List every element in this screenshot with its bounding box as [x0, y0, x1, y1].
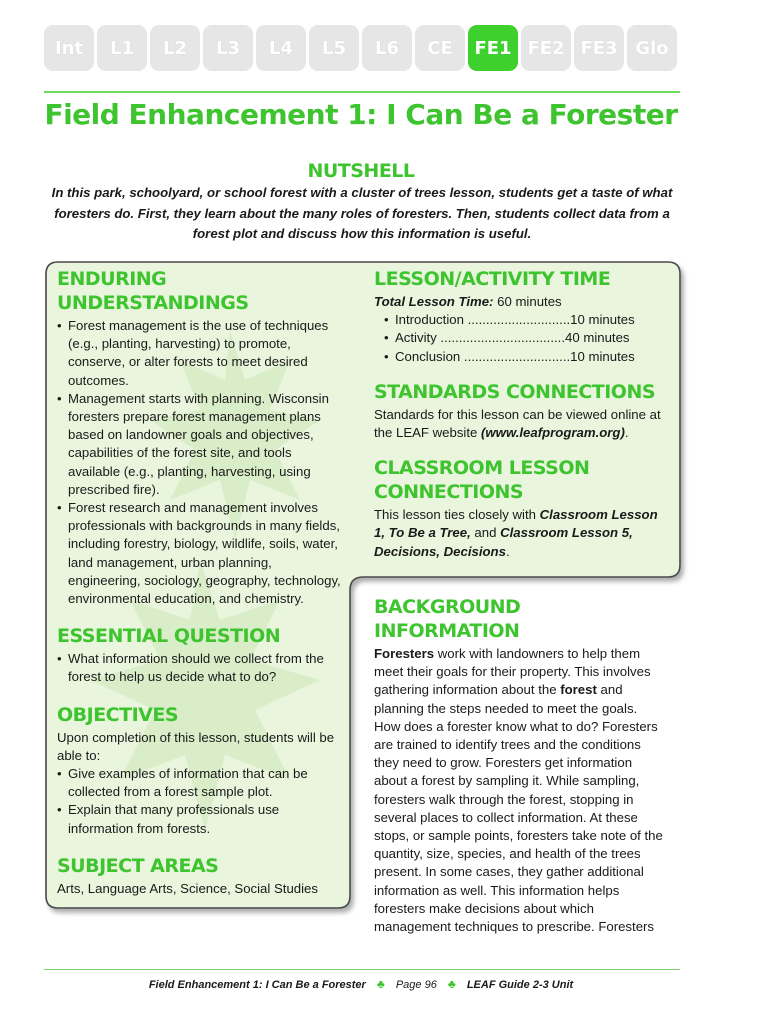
classroom-lesson-1: Classroom Lesson 1, To Be a Tree,: [374, 507, 658, 541]
subject-areas-heading: SUBJECT AREAS: [57, 854, 219, 877]
list-item: • Explain that many professionals use information from forests.: [57, 801, 347, 837]
tab-glo[interactable]: Glo: [627, 25, 677, 71]
tab-l2[interactable]: L2: [150, 25, 200, 71]
leaf-icon: ♣: [376, 977, 385, 991]
nutshell-text: In this park, schoolyard, or school forest with a cluster of trees lesson, students get a taste of what foresters do. First, they learn about the many roles of foresters. Then, students collect data from a forest plot and discuss how this information is useful.: [51, 185, 673, 241]
standards-text-body: Standards for this lesson can be viewed online at the LEAF website: [374, 406, 661, 441]
objectives-list: [57, 765, 347, 838]
left-column: [57, 267, 347, 898]
list-item: • Activity ..................................40 minutes: [384, 329, 666, 347]
enduring-understandings-heading: ENDURING UNDERSTANDINGS: [57, 268, 249, 314]
tab-l4[interactable]: L4: [256, 25, 306, 71]
footer-lesson-title: Field Enhancement 1: I Can Be a Forester: [148, 979, 366, 991]
list-item: • Give examples of information that can be collected from a forest sample plot.: [57, 765, 347, 801]
essential-question-heading: ESSENTIAL QUESTION: [57, 625, 281, 648]
list-item: • Conclusion .............................10 minutes: [384, 348, 666, 366]
tab-l6[interactable]: L6: [362, 25, 412, 71]
leaf-website-link[interactable]: (www.leafprogram.org): [481, 425, 625, 441]
tab-int[interactable]: Int: [44, 25, 94, 71]
background-information-text: [374, 645, 666, 936]
tab-fe1[interactable]: FE1: [468, 25, 518, 71]
objectives-intro: Upon completion of this lesson, students will be able to:: [57, 729, 335, 763]
classroom-text-end: .: [505, 543, 510, 559]
background-information-section: [374, 595, 666, 936]
enduring-understandings-list: [57, 317, 347, 608]
objectives-heading: OBJECTIVES: [57, 703, 179, 726]
classroom-lesson-5: Classroom Lesson 5, Decisions, Decisions: [374, 525, 633, 559]
total-lesson-time-label: Total Lesson Time:: [374, 294, 494, 309]
background-text-2: and planning the steps needed to meet the goals. How does a forester know what to do? Foresters are trained to identify trees and the conditions they need to grow. Foresters get information about a forest by sampling it. While sampling, foresters walk through the forest, stopping in several places to collect information. At these stops, or sample points, foresters take note of the quantity, size, species, and health of the trees present. In some cases, they gather additional information as well. This information helps foresters make decisions about which management techniques to prescribe. Foresters: [374, 682, 663, 935]
footer-divider: [44, 969, 680, 970]
classroom-connections-heading: [374, 456, 666, 504]
standards-heading: STANDARDS CONNECTIONS: [374, 380, 656, 403]
essential-question-list: [57, 650, 347, 686]
term-foresters: Foresters: [374, 646, 435, 661]
list-item: • Forest management is the use of techniques (e.g., planting, harvesting) to promote, conserve, or alter forests to meet desired outcomes.: [57, 317, 347, 390]
right-column: [374, 267, 666, 561]
tab-l5[interactable]: L5: [309, 25, 359, 71]
page-footer: [0, 977, 722, 991]
term-forest: forest: [560, 682, 597, 698]
list-item: • What information should we collect from the forest to help us decide what to do?: [57, 650, 347, 686]
nutshell-heading: NUTSHELL: [307, 160, 415, 182]
tab-fe2[interactable]: FE2: [521, 25, 571, 71]
lesson-time-heading: LESSON/ACTIVITY TIME: [374, 268, 611, 290]
lesson-time-list: [374, 311, 666, 366]
classroom-text-2: and: [470, 525, 501, 541]
page-title: Field Enhancement 1: I Can Be a Forester: [44, 98, 678, 131]
leaf-icon: ♣: [447, 977, 456, 991]
tab-fe3[interactable]: FE3: [574, 25, 624, 71]
classroom-text-1: This lesson ties closely with: [374, 507, 540, 523]
standards-text-end: .: [624, 425, 629, 441]
list-item: • Introduction ............................10 minutes: [384, 311, 666, 329]
tab-l1[interactable]: L1: [97, 25, 147, 71]
total-lesson-time-value: 60 minutes: [493, 294, 562, 309]
list-item: • Management starts with planning. Wisconsin foresters prepare forest management plans based on landowner goals and objectives, capabilities of the forest site, and tools available (e.g., planting, harvesting, using prescribed fire).: [57, 390, 347, 499]
list-item: • Forest research and management involves professionals with backgrounds in many fields, including forestry, biology, wildlife, soils, water, land management, urban planning, engineering, sociology, geography, technology, environmental education, and chemistry.: [57, 499, 347, 608]
tab-ce[interactable]: CE: [415, 25, 465, 71]
standards-text: [374, 406, 666, 442]
background-text-1: work with landowners to help them meet their goals for their property. This involves gathering information about the: [374, 646, 651, 698]
subject-areas-text: Arts, Language Arts, Science, Social Studies: [57, 880, 318, 896]
tab-l3[interactable]: L3: [203, 25, 253, 71]
footer-page-number: Page 96: [395, 979, 437, 991]
background-information-heading: BACKGROUND INFORMATION: [374, 596, 521, 642]
classroom-heading-line-1: CLASSROOM LESSON: [374, 457, 590, 480]
footer-guide-name: LEAF Guide 2-3 Unit: [466, 979, 574, 991]
classroom-heading-line-2: CONNECTIONS: [374, 481, 524, 504]
classroom-connections-text: [374, 506, 666, 561]
total-lesson-time: [374, 293, 666, 311]
